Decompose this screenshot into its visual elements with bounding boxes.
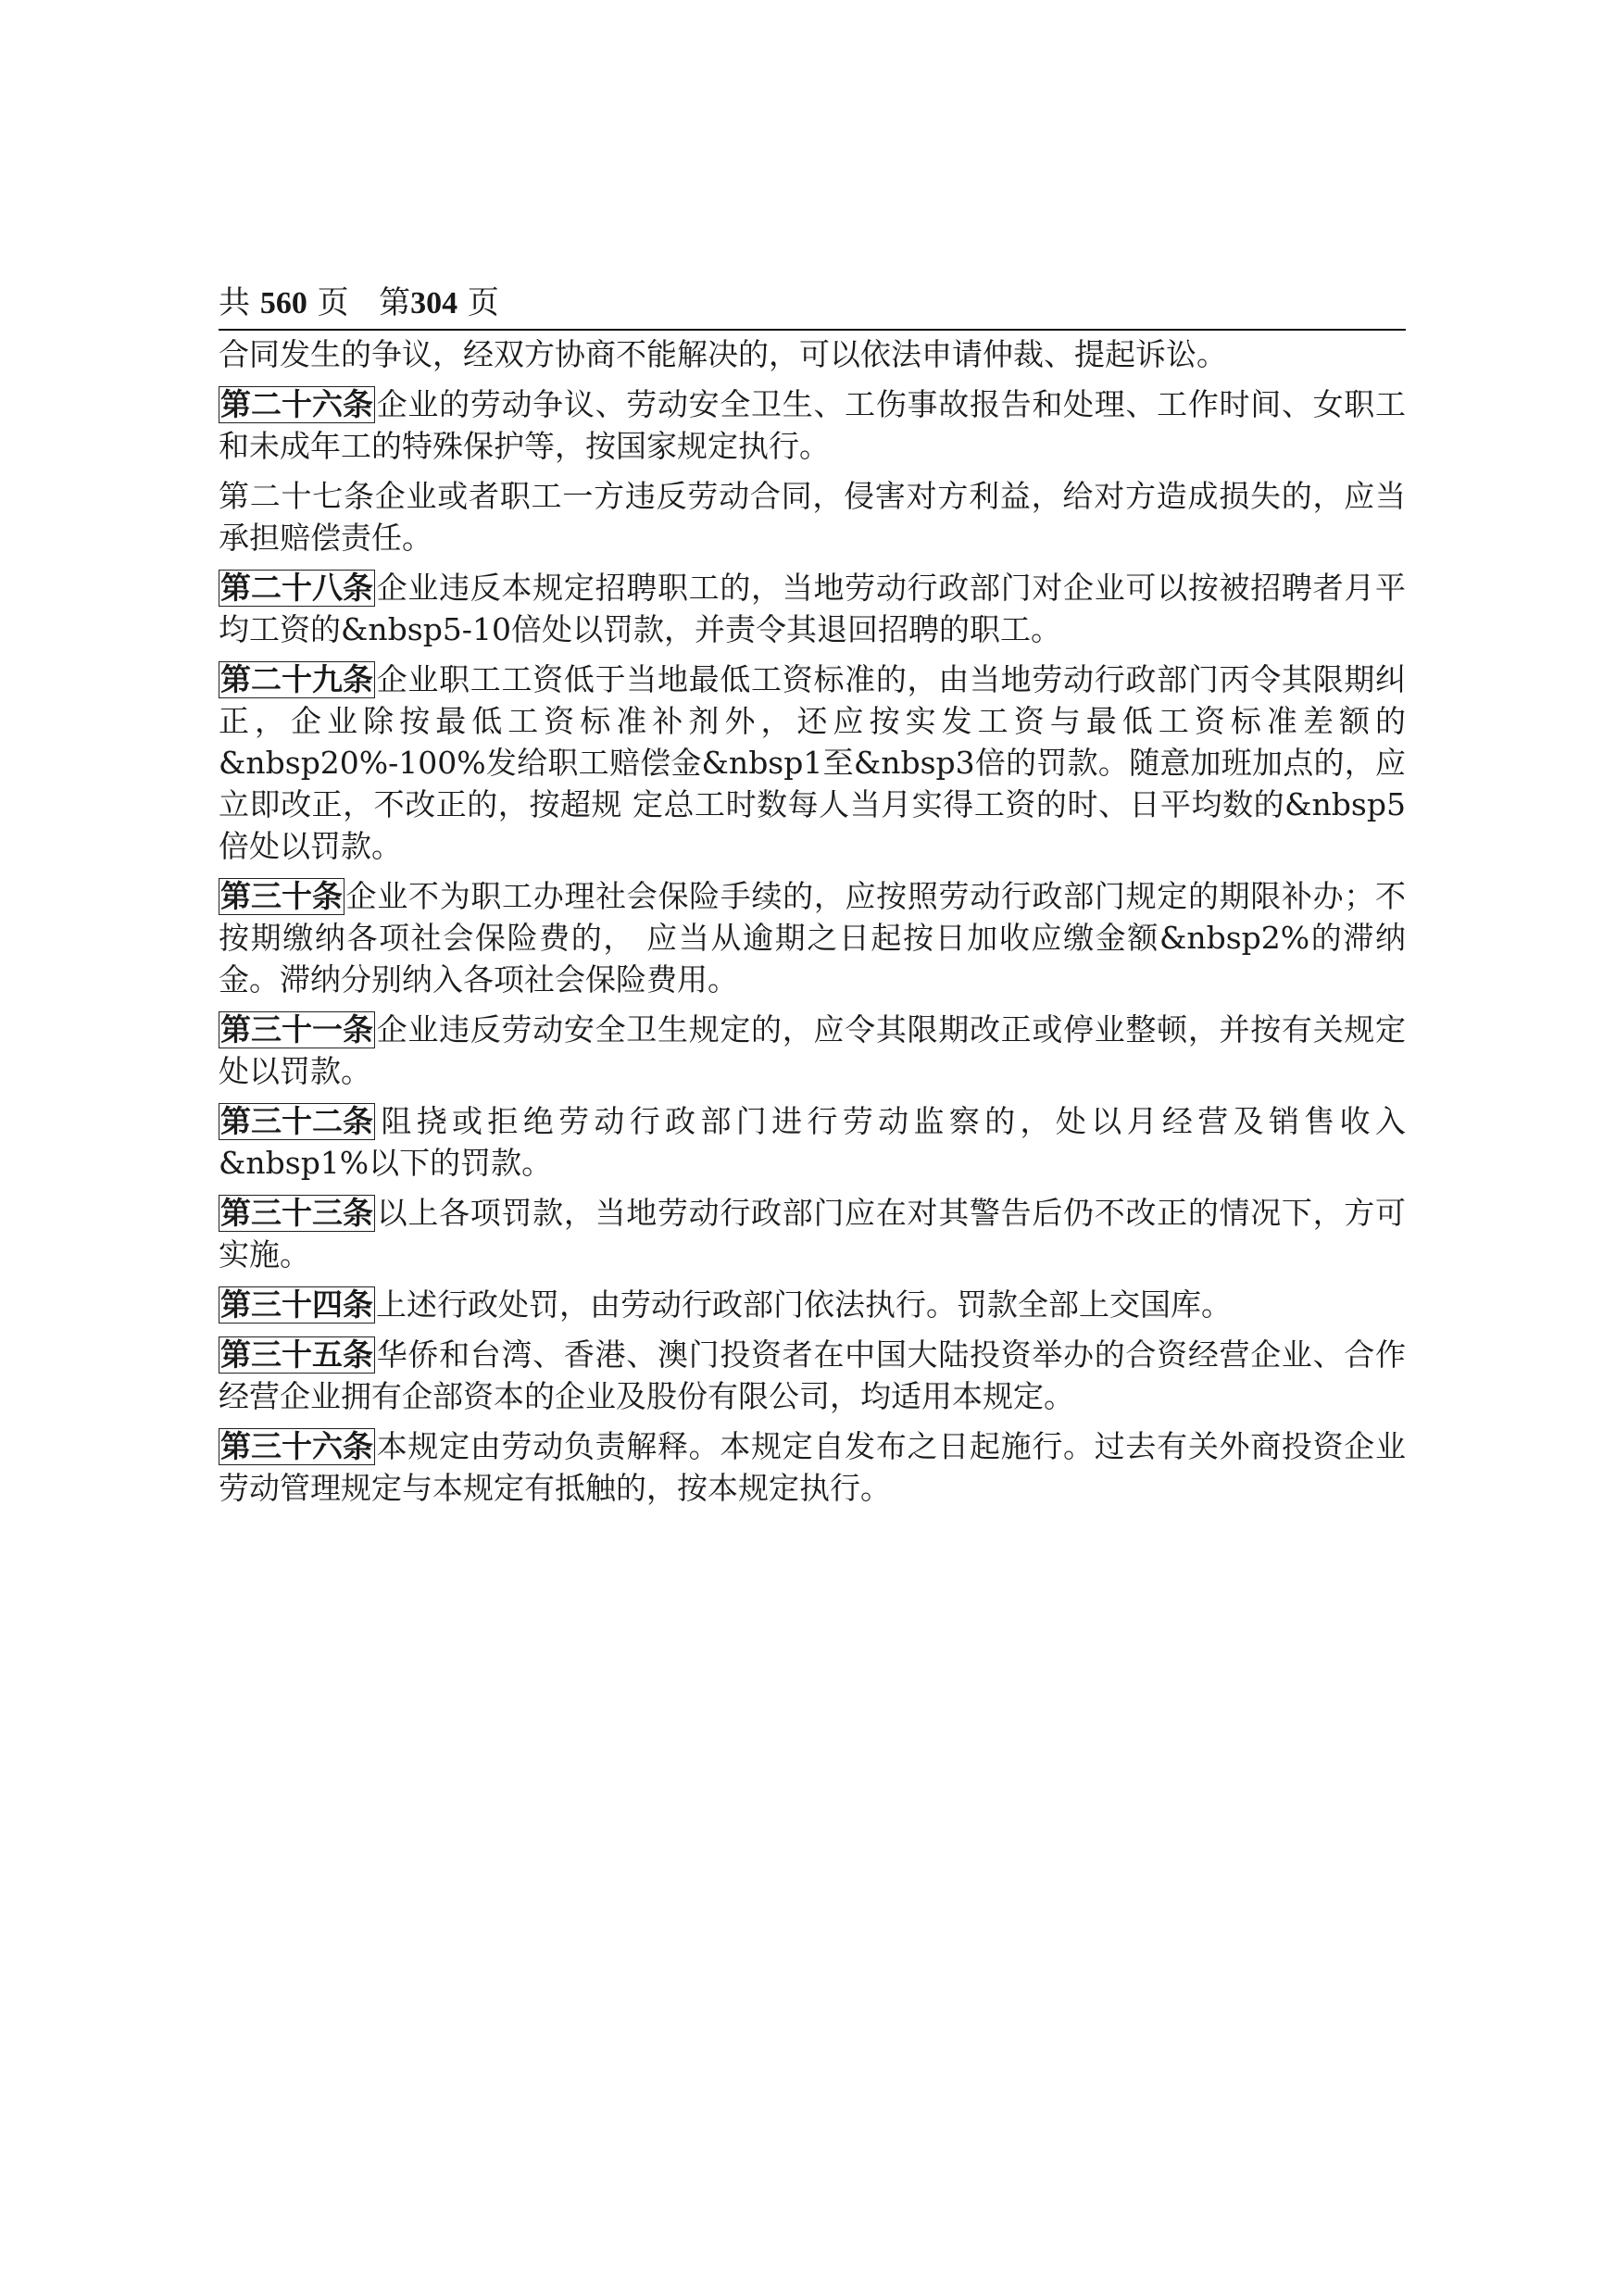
article-number-box: 第二十八条: [220, 570, 373, 606]
paragraph-text: 合同发生的争议，经双方协商不能解决的，可以依法申请仲裁、提起诉讼。: [219, 336, 1227, 372]
paragraph-text: 企业不为职工办理社会保险手续的，应按照劳动行政部门规定的期限补办；不按期缴纳各项社会保险费的， 应当从逾期之日起按日加收应缴金额&nbsp2%的滞纳金。滞纳分别纳入各项社会保险费用。: [219, 878, 1406, 997]
current-page-number: 304: [410, 286, 458, 320]
paragraph-text: 企业违反本规定招聘职工的，当地劳动行政部门对企业可以按被招聘者月平均工资的&nbsp5-10倍处以罚款，并责令其退回招聘的职工。: [219, 570, 1406, 647]
paragraph-text: 阻挠或拒绝劳动行政部门进行劳动监察的，处以月经营及销售收入&nbsp1%以下的罚款。: [219, 1103, 1406, 1181]
paragraph: [219, 1100, 1406, 1184]
paragraph: [219, 875, 1406, 1000]
article-number-box: 第三十三条: [220, 1195, 373, 1231]
total-pages-suffix: 页: [317, 284, 349, 321]
article-number-box: 第三十四条: [220, 1286, 373, 1323]
article-number-box: 第三十一条: [220, 1011, 373, 1048]
paragraph-text: 本规定由劳动负责解释。本规定自发布之日起施行。过去有关外商投资企业劳动管理规定与本规定有抵触的，按本规定执行。: [219, 1428, 1406, 1506]
paragraph: [219, 1284, 1406, 1325]
current-page-prefix: 第: [379, 284, 411, 321]
total-pages-prefix: 共: [219, 284, 250, 321]
paragraph-text: 华侨和台湾、香港、澳门投资者在中国大陆投资举办的合资经营企业、合作经营企业拥有企部资本的企业及股份有限公司，均适用本规定。: [219, 1336, 1406, 1414]
paragraph: [219, 475, 1406, 558]
paragraph: [219, 333, 1406, 375]
article-number-box: 第三十二条: [220, 1103, 373, 1139]
paragraph-text: 企业违反劳动安全卫生规定的，应令其限期改正或停业整顿，并按有关规定处以罚款。: [219, 1011, 1406, 1089]
article-number-box: 第三十五条: [220, 1336, 373, 1373]
page-header: [219, 282, 1406, 331]
document-body: [219, 333, 1406, 1517]
paragraph-text: 以上各项罚款，当地劳动行政部门应在对其警告后仍不改正的情况下，方可实施。: [219, 1195, 1406, 1273]
paragraph-text: 企业的劳动争议、劳动安全卫生、工伤事故报告和处理、工作时间、女职工和未成年工的特殊保护等，按国家规定执行。: [219, 386, 1406, 464]
paragraph-text: 企业职工工资低于当地最低工资标准的，由当地劳动行政部门丙令其限期纠正，企业除按最低工资标准补剂外，还应按实发工资与最低工资标准差额的 &nbsp20%-100%发给职工赔偿金&nbsp1至&nbsp3倍的罚款。随意加班加点的，应立即改正，不改正的，按超规 定总工时数每人当月实得工资的时、日平均数的&nbsp5倍处以罚款。: [219, 661, 1406, 864]
article-number-box: 第三十六条: [220, 1428, 373, 1464]
article-number-box: 第二十九条: [220, 661, 373, 697]
paragraph: [219, 1009, 1406, 1092]
total-pages-count: 560: [259, 286, 307, 320]
paragraph-text: 上述行政处罚，由劳动行政部门依法执行。罚款全部上交国库。: [376, 1286, 1232, 1323]
current-page-suffix: 页: [467, 284, 499, 321]
paragraph: [219, 383, 1406, 467]
article-number-box: 第三十条: [220, 878, 343, 914]
article-number-box: 第二十六条: [220, 386, 373, 422]
paragraph: [219, 1425, 1406, 1509]
paragraph-text: 第二十七条企业或者职工一方违反劳动合同，侵害对方利益，给对方造成损失的，应当承担赔偿责任。: [219, 478, 1406, 556]
paragraph: [219, 1334, 1406, 1417]
paragraph: [219, 567, 1406, 650]
paragraph: [219, 1192, 1406, 1275]
paragraph: [219, 659, 1406, 867]
